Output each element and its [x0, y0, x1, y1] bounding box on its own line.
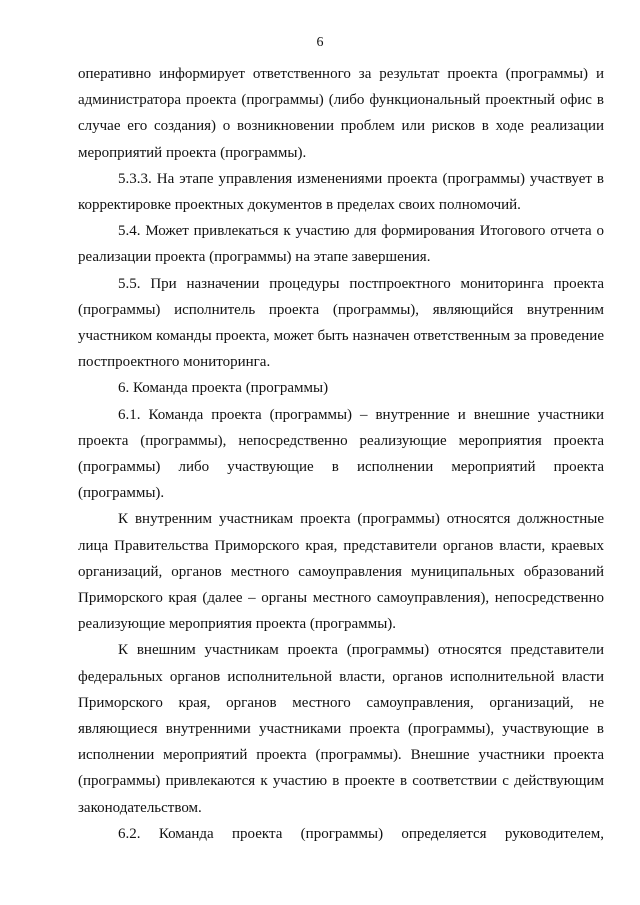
- paragraph-6-1: 6.1. Команда проекта (программы) – внутренние и внешние участники проекта (программы), непосредственно реализующие мероприятия проекта (программы) либо участвующие в исполнении мероприятий проекта (программы).: [78, 406, 604, 502]
- paragraph-5-3-3: 5.3.3. На этапе управления изменениями проекта (программы) участвует в корректировке проектных документов в пределах своих полномочий.: [78, 170, 604, 214]
- paragraph-continuation: оперативно информирует ответственного за результат проекта (программы) и администратора проекта (программы) (либо функциональный проектный офис в случае его создания) о возникновении проблем или рисков в ходе реализации мероприятий проекта (программы).: [78, 66, 604, 161]
- paragraph-external-participants: К внешним участникам проекта (программы) относятся представители федеральных органов исполнительной власти, органов исполнительной власти Приморского края, органов местного самоуправления, организаций, не являющиеся внутренними участниками проекта (программы), участвующие в исполнении мероприятий проекта (программы). Внешние участники проекта (программы) привлекаются к участию в проекте в соответствии с действующим законодательством.: [78, 642, 604, 816]
- paragraph-5-5: 5.5. При назначении процедуры постпроектного мониторинга проекта (программы) исполнитель проекта (программы), являющийся внутренним участником команды проекта, может быть назначен ответственным за проведение постпроектного мониторинга.: [78, 275, 604, 371]
- paragraph-5-4: 5.4. Может привлекаться к участию для формирования Итогового отчета о реализации проекта (программы) на этапе завершения.: [78, 223, 604, 266]
- paragraph-6-2: 6.2. Команда проекта (программы) определяется руководителем,: [118, 825, 604, 842]
- page-number: 6: [316, 35, 324, 50]
- document-body: [78, 61, 604, 847]
- section-heading-6: 6. Команда проекта (программы): [118, 380, 329, 397]
- paragraph-internal-participants: К внутренним участникам проекта (программы) относятся должностные лица Правительства Приморского края, представители органов власти, краевых организаций, органов местного самоуправления муниципальных образований Приморского края (далее – органы местного самоуправления), непосредственно реализующие мероприятия проекта (программы).: [78, 511, 604, 633]
